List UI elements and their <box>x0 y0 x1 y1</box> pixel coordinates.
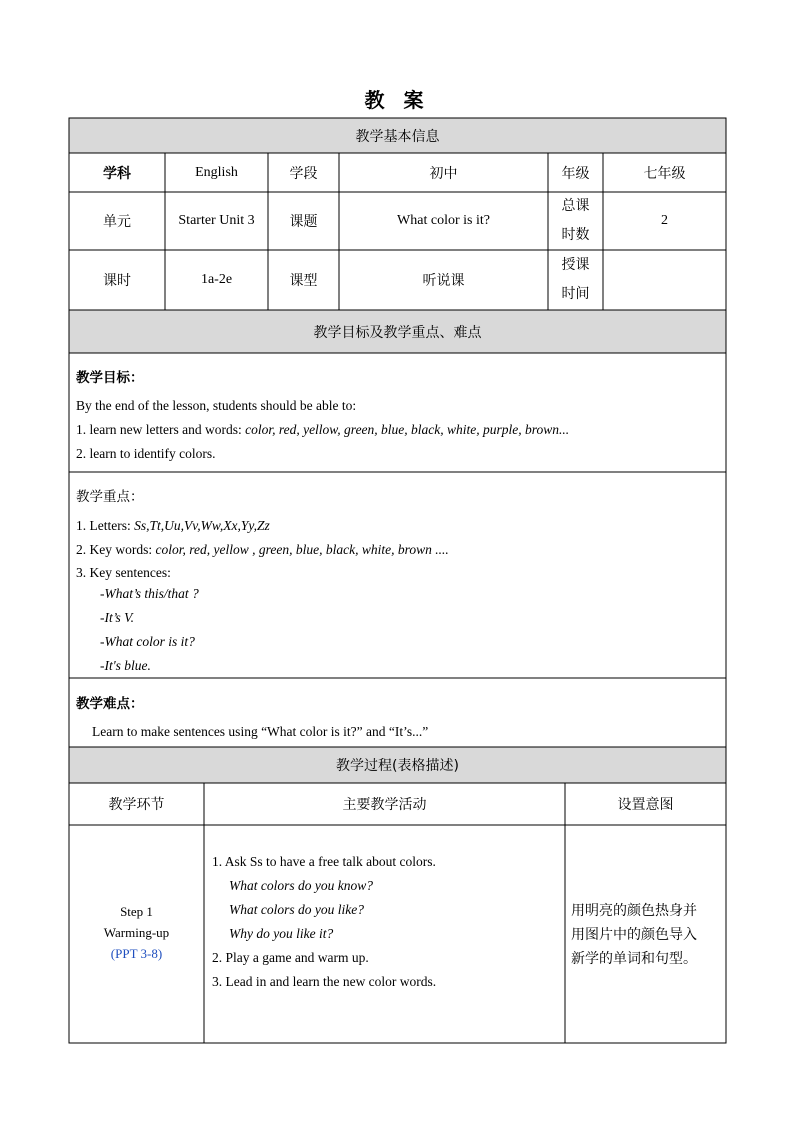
grade-value: 七年级 <box>643 165 686 182</box>
goals-header: 教学目标及教学重点、难点 <box>69 310 726 353</box>
class-time-label <box>548 250 603 310</box>
purpose-line-2: 用图片中的颜色导入 <box>571 927 697 943</box>
difficult-text: Learn to make sentences using “What color is it?” and “It’s...” <box>92 724 429 739</box>
key-sentence-3: -What color is it? <box>100 634 195 649</box>
purpose-text <box>571 899 723 971</box>
type-label: 课型 <box>289 273 318 289</box>
class-time-label-line1: 授课 <box>561 257 590 273</box>
objective-2: 2. learn to identify colors. <box>76 446 216 461</box>
step-title: Step 1 <box>120 904 153 919</box>
key-sentences-label: 3. Key sentences: <box>76 565 171 580</box>
class-time-value <box>603 250 726 310</box>
total-hours-label-line2: 时数 <box>561 227 590 243</box>
unit-label: 单元 <box>103 214 131 230</box>
col-header-activities: 主要教学活动 <box>342 797 427 813</box>
key-letters-prefix: 1. Letters: <box>76 518 135 533</box>
period-value: 1a-2e <box>200 272 233 287</box>
key-words <box>76 542 449 558</box>
subject-label: 学科 <box>103 165 131 182</box>
type-value: 听说课 <box>422 273 465 289</box>
activity-1: 1. Ask Ss to have a free talk about colors. <box>212 854 436 869</box>
total-hours-label-line1: 总课 <box>561 198 590 214</box>
stage-label: 学段 <box>289 165 318 182</box>
activity-2: 2. Play a game and warm up. <box>212 950 369 965</box>
difficult-label: 教学难点： <box>76 696 144 712</box>
total-hours-value: 2 <box>661 213 668 228</box>
key-points-label: 教学重点： <box>76 489 144 505</box>
total-hours-label <box>548 192 603 250</box>
page-title: 教 案 <box>364 88 430 112</box>
period-label: 课时 <box>103 273 131 289</box>
objectives-intro: By the end of the lesson, students should be able to: <box>76 398 357 413</box>
key-sentence-1: -What’s this/that ? <box>100 586 199 601</box>
key-words-value: color, red, yellow , green, blue, black, white, brown .... <box>155 542 449 557</box>
objective-1-prefix: 1. learn new letters and words: <box>76 422 246 437</box>
topic-value: What color is it? <box>397 213 490 228</box>
activity-question-3: Why do you like it? <box>229 926 334 941</box>
key-sentence-2: -It’s V. <box>100 610 135 625</box>
stage-value: 初中 <box>429 165 458 182</box>
col-header-purpose: 设置意图 <box>617 797 674 813</box>
activity-question-2: What colors do you like? <box>229 902 364 917</box>
basic-info-header: 教学基本信息 <box>69 118 726 153</box>
col-header-stage: 教学环节 <box>108 797 165 813</box>
key-letters-value: Ss,Tt,Uu,Vv,Ww,Xx,Yy,Zz <box>134 518 270 533</box>
unit-value: Starter Unit 3 <box>178 213 255 228</box>
key-letters <box>76 518 270 534</box>
key-sentence-4: -It's blue. <box>100 658 151 673</box>
step-name: Warming-up <box>103 925 170 940</box>
step-stage-cell <box>69 895 204 970</box>
objective-1 <box>76 422 569 438</box>
subject-value: English <box>195 164 238 180</box>
class-time-label-line2: 时间 <box>561 286 590 302</box>
topic-label: 课题 <box>289 214 318 230</box>
step-ppt: (PPT 3-8) <box>110 946 163 961</box>
process-header: 教学过程(表格描述) <box>69 747 726 783</box>
grade-label: 年级 <box>561 165 590 182</box>
purpose-line-1: 用明亮的颜色热身并 <box>571 903 697 919</box>
purpose-line-3: 新学的单词和句型。 <box>571 951 697 967</box>
activity-3: 3. Lead in and learn the new color words. <box>212 974 437 989</box>
activity-question-1: What colors do you know? <box>229 878 373 893</box>
key-words-prefix: 2. Key words: <box>76 542 156 557</box>
objective-1-words: color, red, yellow, green, blue, black, white, purple, brown... <box>245 422 570 437</box>
objectives-label: 教学目标： <box>76 370 144 386</box>
